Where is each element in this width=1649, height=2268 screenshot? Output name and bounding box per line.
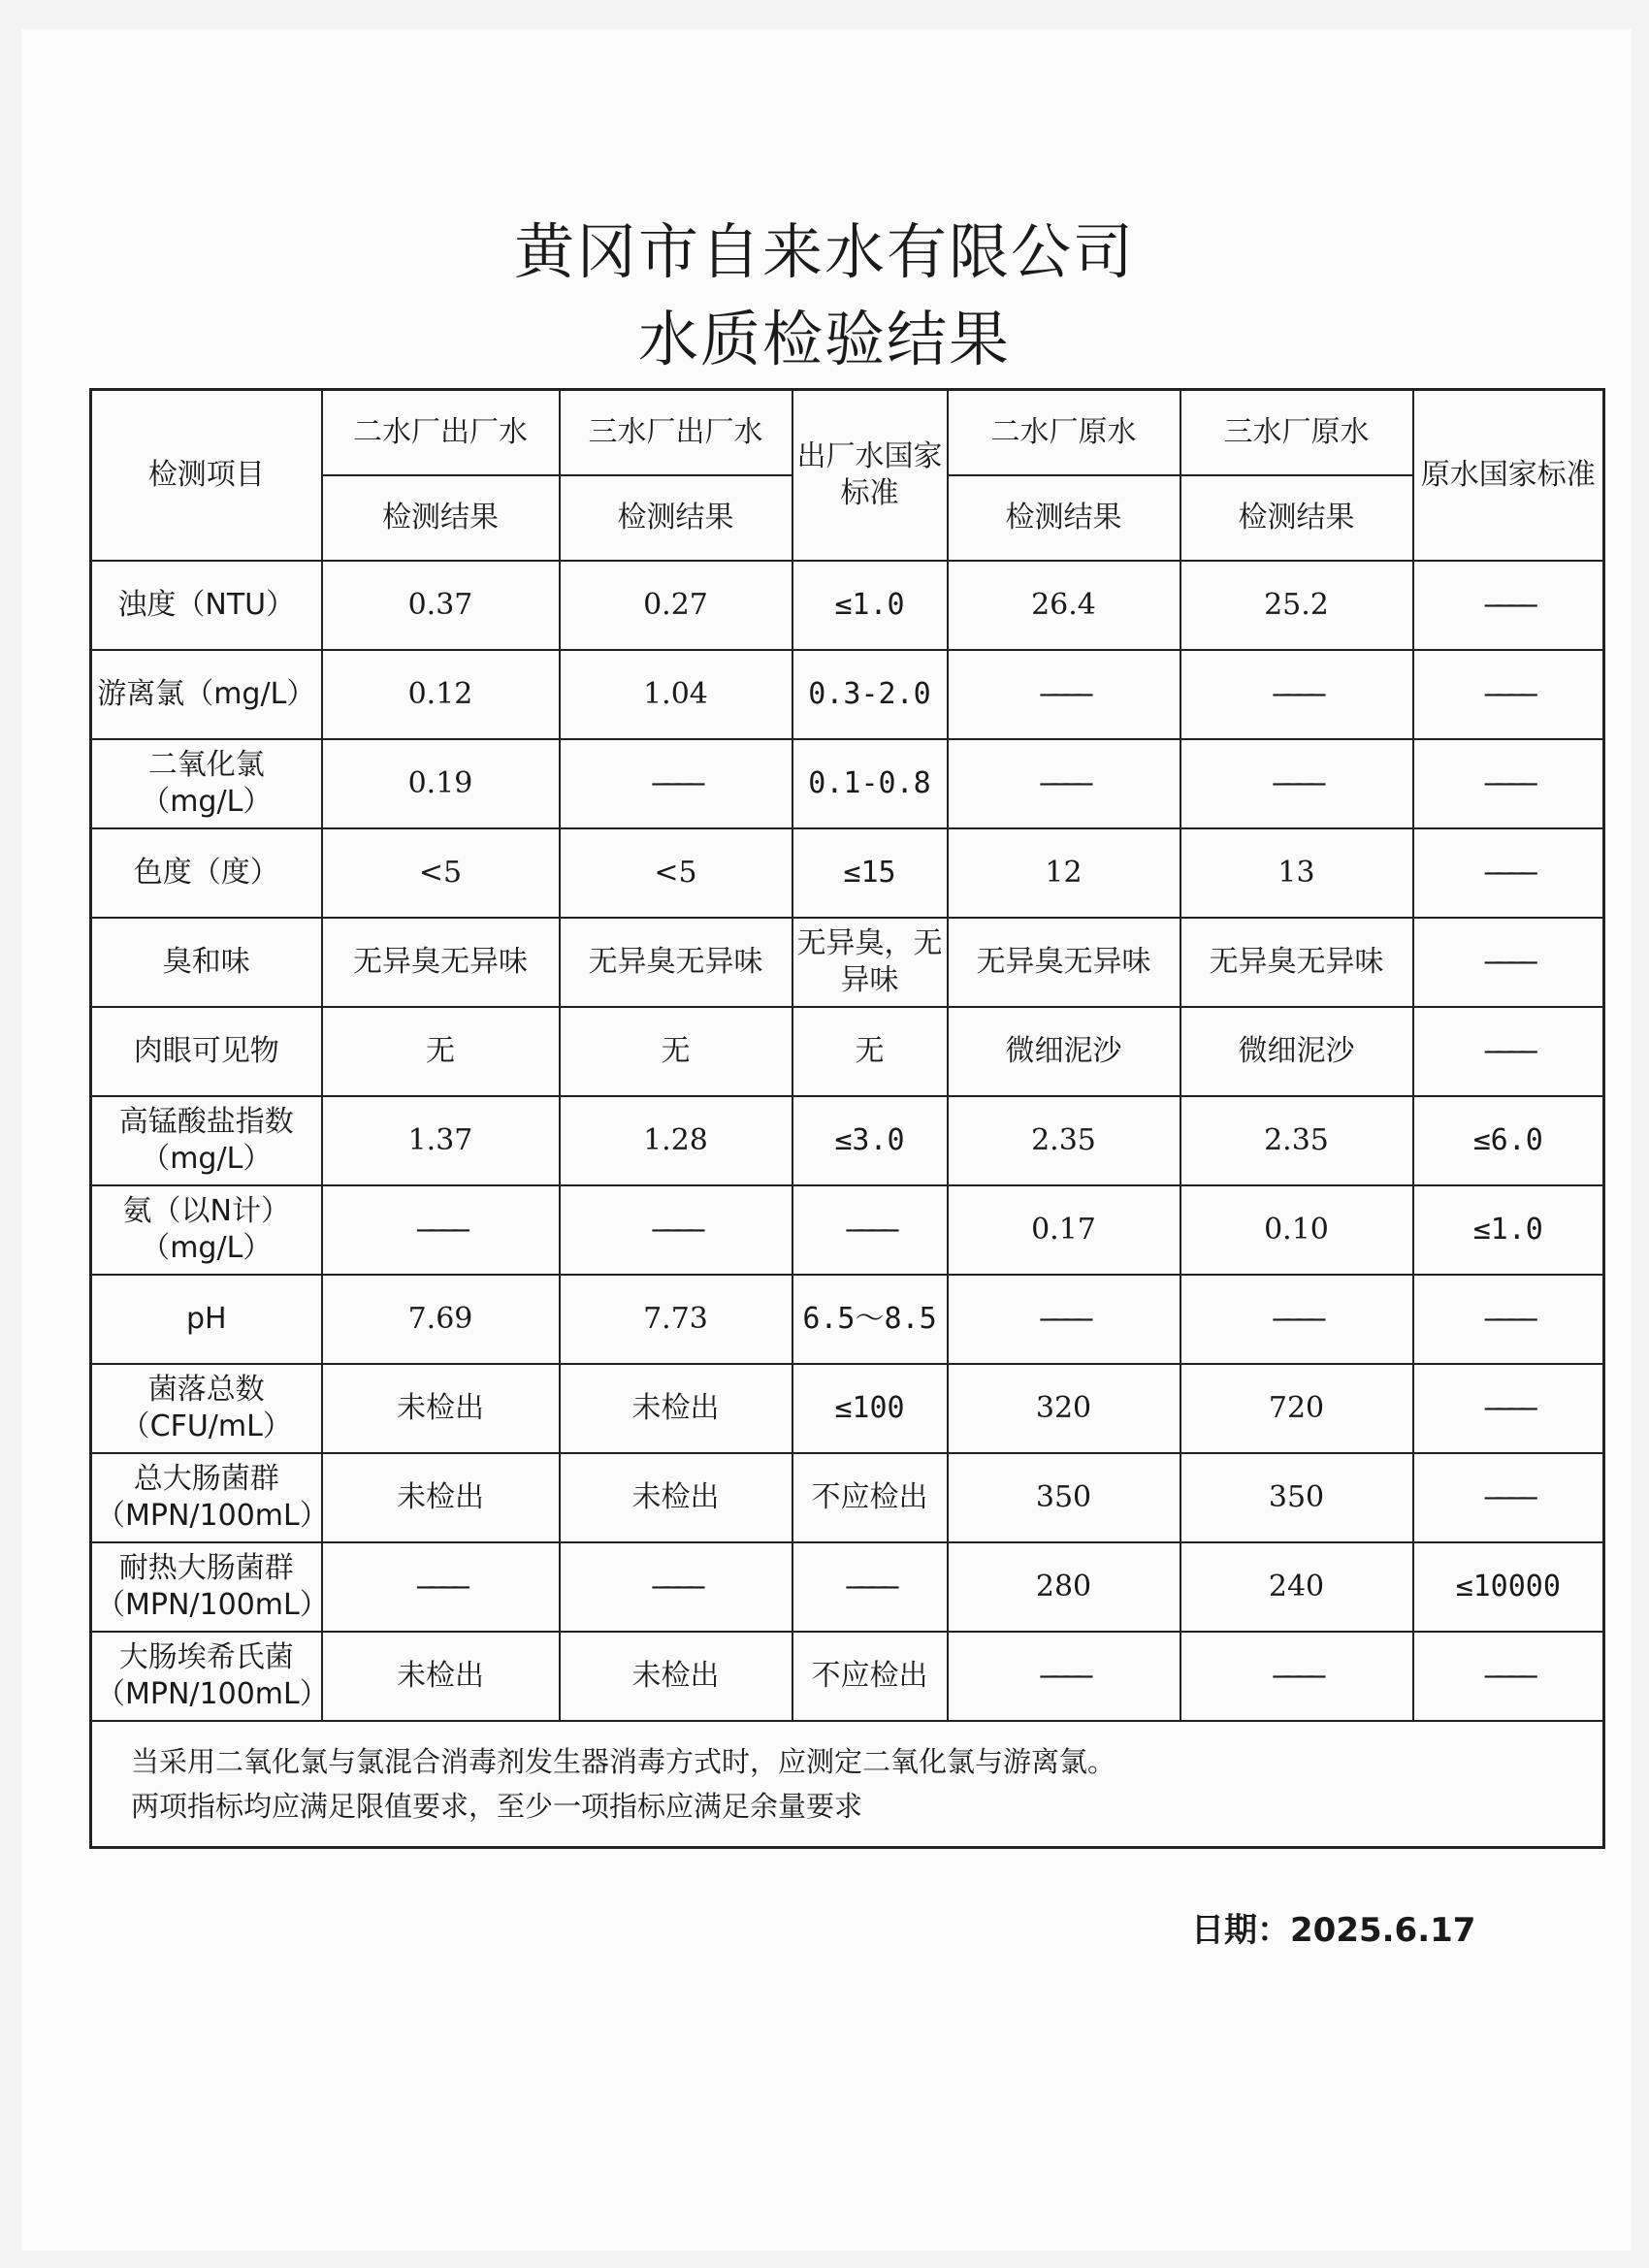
cell-plant2-out: ———— xyxy=(322,1542,560,1632)
cell-plant3-raw: 25.2 xyxy=(1180,561,1413,650)
cell-plant3-raw: 2.35 xyxy=(1180,1096,1413,1185)
table-row xyxy=(91,1542,1604,1632)
header-result: 检测结果 xyxy=(1180,475,1413,561)
cell-plant2-raw: ———— xyxy=(948,650,1180,739)
cell-plant3-raw: 微细泥沙 xyxy=(1180,1007,1413,1096)
header-raw-standard: 原水国家标准 xyxy=(1413,390,1604,561)
cell-plant2-raw: 2.35 xyxy=(948,1096,1180,1185)
cell-plant3-out: 未检出 xyxy=(560,1632,792,1721)
cell-item: 浊度（NTU） xyxy=(91,561,322,650)
cell-item: pH xyxy=(91,1275,322,1364)
cell-raw-standard: ———— xyxy=(1413,828,1604,918)
cell-out-standard: ≤100 xyxy=(792,1364,948,1453)
header-result: 检测结果 xyxy=(322,475,560,561)
cell-item: 高锰酸盐指数（mg/L） xyxy=(91,1096,322,1185)
cell-out-standard: ≤1.0 xyxy=(792,561,948,650)
cell-plant2-out: 0.37 xyxy=(322,561,560,650)
header-plant3-out: 三水厂出厂水 xyxy=(560,390,792,475)
cell-plant2-raw: 微细泥沙 xyxy=(948,1007,1180,1096)
header-item: 检测项目 xyxy=(91,390,322,561)
cell-plant3-raw: ———— xyxy=(1180,1632,1413,1721)
cell-plant2-raw: 无异臭无异味 xyxy=(948,918,1180,1007)
cell-item: 总大肠菌群（MPN/100mL） xyxy=(91,1453,322,1542)
cell-plant3-raw: ———— xyxy=(1180,739,1413,828)
cell-raw-standard: ———— xyxy=(1413,739,1604,828)
cell-item: 二氧化氯（mg/L） xyxy=(91,739,322,828)
cell-plant3-out: ———— xyxy=(560,739,792,828)
cell-plant2-raw: 26.4 xyxy=(948,561,1180,650)
table-row xyxy=(91,828,1604,918)
cell-plant2-raw: 0.17 xyxy=(948,1185,1180,1275)
cell-plant2-out: 7.69 xyxy=(322,1275,560,1364)
document-title: 黄冈市自来水有限公司 xyxy=(513,216,1135,287)
cell-plant3-out: 未检出 xyxy=(560,1453,792,1542)
cell-plant3-out: ———— xyxy=(560,1185,792,1275)
footnote-line2: 两项指标均应满足限值要求，至少一项指标应满足余量要求 xyxy=(131,1789,863,1823)
cell-item: 肉眼可见物 xyxy=(91,1007,322,1096)
table-row xyxy=(91,1632,1604,1721)
cell-item: 耐热大肠菌群（MPN/100mL） xyxy=(91,1542,322,1632)
cell-raw-standard: ———— xyxy=(1413,1632,1604,1721)
table-row xyxy=(91,1275,1604,1364)
cell-raw-standard: ———— xyxy=(1413,918,1604,1007)
cell-plant3-raw: ———— xyxy=(1180,1275,1413,1364)
table-row xyxy=(91,1453,1604,1542)
cell-plant3-out: 无异臭无异味 xyxy=(560,918,792,1007)
cell-out-standard: ———— xyxy=(792,1185,948,1275)
cell-out-standard: 无异臭，无异味 xyxy=(792,918,948,1007)
cell-plant2-out: 未检出 xyxy=(322,1632,560,1721)
water-quality-table xyxy=(89,388,1605,1849)
cell-out-standard: ≤15 xyxy=(792,828,948,918)
cell-plant3-out: 1.04 xyxy=(560,650,792,739)
header-plant2-out: 二水厂出厂水 xyxy=(322,390,560,475)
cell-plant2-raw: ———— xyxy=(948,739,1180,828)
cell-plant2-out: 未检出 xyxy=(322,1364,560,1453)
cell-raw-standard: ———— xyxy=(1413,1275,1604,1364)
header-plant3-raw: 三水厂原水 xyxy=(1180,390,1413,475)
cell-out-standard: ≤3.0 xyxy=(792,1096,948,1185)
cell-raw-standard: ———— xyxy=(1413,650,1604,739)
cell-plant3-out: 7.73 xyxy=(560,1275,792,1364)
header-result: 检测结果 xyxy=(948,475,1180,561)
cell-plant2-raw: ———— xyxy=(948,1632,1180,1721)
cell-plant2-raw: 320 xyxy=(948,1364,1180,1453)
cell-plant3-out: <5 xyxy=(560,828,792,918)
table-row xyxy=(91,1007,1604,1096)
cell-plant2-out: ———— xyxy=(322,1185,560,1275)
cell-item: 色度（度） xyxy=(91,828,322,918)
cell-out-standard: 无 xyxy=(792,1007,948,1096)
table-row xyxy=(91,650,1604,739)
cell-out-standard: 不应检出 xyxy=(792,1453,948,1542)
cell-plant2-raw: 350 xyxy=(948,1453,1180,1542)
cell-item: 大肠埃希氏菌（MPN/100mL） xyxy=(91,1632,322,1721)
footnote xyxy=(91,1721,1604,1848)
cell-plant3-raw: 无异臭无异味 xyxy=(1180,918,1413,1007)
cell-raw-standard: ———— xyxy=(1413,1364,1604,1453)
document-subtitle: 水质检验结果 xyxy=(637,304,1011,374)
cell-plant2-out: 0.19 xyxy=(322,739,560,828)
cell-plant3-raw: 0.10 xyxy=(1180,1185,1413,1275)
cell-plant3-out: 无 xyxy=(560,1007,792,1096)
cell-plant3-out: 1.28 xyxy=(560,1096,792,1185)
cell-out-standard: 0.1-0.8 xyxy=(792,739,948,828)
cell-raw-standard: ≤1.0 xyxy=(1413,1185,1604,1275)
cell-plant3-raw: 13 xyxy=(1180,828,1413,918)
cell-plant2-raw: 12 xyxy=(948,828,1180,918)
cell-item: 游离氯（mg/L） xyxy=(91,650,322,739)
cell-out-standard: 6.5～8.5 xyxy=(792,1275,948,1364)
table-row xyxy=(91,1364,1604,1453)
cell-raw-standard: ———— xyxy=(1413,1007,1604,1096)
cell-plant2-raw: ———— xyxy=(948,1275,1180,1364)
table-row xyxy=(91,1185,1604,1275)
header-out-standard: 出厂水国家标准 xyxy=(792,390,948,561)
cell-plant3-raw: 720 xyxy=(1180,1364,1413,1453)
cell-plant3-out: 0.27 xyxy=(560,561,792,650)
table-row xyxy=(91,739,1604,828)
cell-plant3-raw: 240 xyxy=(1180,1542,1413,1632)
cell-item: 氨（以N计）（mg/L） xyxy=(91,1185,322,1275)
cell-raw-standard: ———— xyxy=(1413,561,1604,650)
header-result: 检测结果 xyxy=(560,475,792,561)
cell-out-standard: 0.3-2.0 xyxy=(792,650,948,739)
cell-plant3-raw: 350 xyxy=(1180,1453,1413,1542)
cell-raw-standard: ———— xyxy=(1413,1453,1604,1542)
cell-plant2-out: 未检出 xyxy=(322,1453,560,1542)
header-plant2-raw: 二水厂原水 xyxy=(948,390,1180,475)
cell-plant2-out: 0.12 xyxy=(322,650,560,739)
cell-plant2-raw: 280 xyxy=(948,1542,1180,1632)
cell-plant3-out: ———— xyxy=(560,1542,792,1632)
table-row xyxy=(91,918,1604,1007)
cell-raw-standard: ≤10000 xyxy=(1413,1542,1604,1632)
table-row xyxy=(91,1096,1604,1185)
cell-raw-standard: ≤6.0 xyxy=(1413,1096,1604,1185)
cell-out-standard: 不应检出 xyxy=(792,1632,948,1721)
cell-plant2-out: 1.37 xyxy=(322,1096,560,1185)
cell-item: 臭和味 xyxy=(91,918,322,1007)
cell-out-standard: ———— xyxy=(792,1542,948,1632)
table-row xyxy=(91,561,1604,650)
cell-item: 菌落总数（CFU/mL） xyxy=(91,1364,322,1453)
cell-plant2-out: 无异臭无异味 xyxy=(322,918,560,1007)
footnote-line1: 当采用二氧化氯与氯混合消毒剂发生器消毒方式时，应测定二氧化氯与游离氯。 xyxy=(131,1744,1116,1778)
report-date: 日期：2025.6.17 xyxy=(1191,1911,1476,1950)
cell-plant3-out: 未检出 xyxy=(560,1364,792,1453)
cell-plant2-out: 无 xyxy=(322,1007,560,1096)
cell-plant3-raw: ———— xyxy=(1180,650,1413,739)
cell-plant2-out: <5 xyxy=(322,828,560,918)
